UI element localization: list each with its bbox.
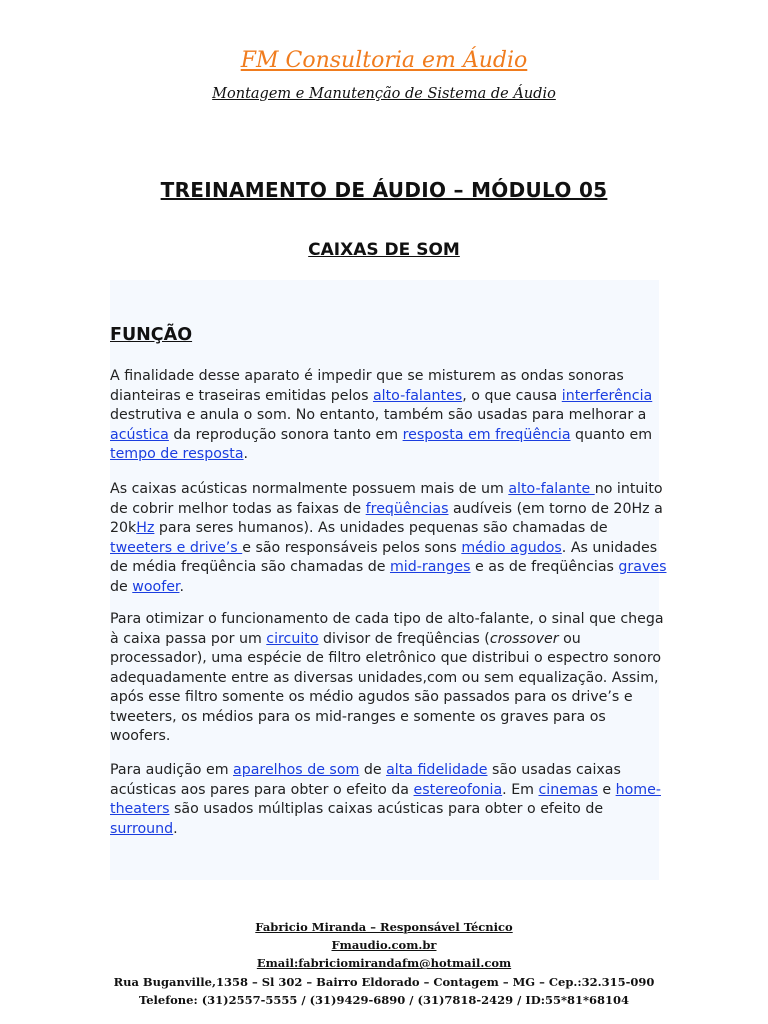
link-interferencia[interactable]: interferência bbox=[561, 387, 653, 404]
link-woofer[interactable]: woofer bbox=[132, 578, 180, 595]
link-graves[interactable]: graves bbox=[618, 559, 667, 575]
footer-email: Email:fabriciomirandafm@hotmail.com bbox=[256, 956, 512, 971]
link-circuito[interactable]: circuito bbox=[266, 630, 319, 647]
link-hz[interactable]: Hz bbox=[136, 520, 155, 536]
footer-address: Rua Buganville,1358 – Sl 302 – Bairro Eldorado – Contagem – MG – Cep.:32.315-090 bbox=[113, 974, 655, 989]
link-frequencias[interactable]: freqüências bbox=[365, 500, 449, 517]
link-surround[interactable]: surround bbox=[110, 820, 174, 837]
link-resposta-frequencia[interactable]: resposta em freqüência bbox=[402, 426, 571, 443]
company-name: FM Consultoria em Áudio bbox=[240, 48, 528, 73]
link-estereofonia[interactable]: estereofonia bbox=[413, 781, 503, 798]
link-alto-falantes[interactable]: alto-falantes bbox=[372, 387, 463, 404]
link-aparelhos-som[interactable]: aparelhos de som bbox=[233, 762, 360, 778]
paragraph-1: A finalidade desse aparato é impedir que se misturem as ondas sonoras dianteiras e traseiras emitidas pelos alto-falantes, o que causa interferência destrutiva e anula o som. No entanto, também são usadas para melhorar a acústica da reprodução sonora tanto em resposta em freqüência quanto em tempo de resposta. bbox=[110, 368, 653, 462]
document-title: TREINAMENTO DE ÁUDIO – MÓDULO 05 bbox=[160, 178, 608, 202]
footer bbox=[0, 918, 768, 1009]
link-mid-ranges[interactable]: mid-ranges bbox=[389, 559, 471, 575]
link-alto-falante[interactable]: alto-falante bbox=[508, 481, 595, 497]
link-medio-agudos[interactable]: médio agudos bbox=[461, 539, 562, 556]
footer-phones: Telefone: (31)2557-5555 / (31)9429-6890 / (31)7818-2429 / ID:55*81*68104 bbox=[138, 992, 630, 1007]
link-alta-fidelidade[interactable]: alta fidelidade bbox=[386, 762, 488, 778]
paragraph-3: Para otimizar o funcionamento de cada tipo de alto-falante, o sinal que chega à caixa passa por um circuito divisor de freqüências (crossover ou processador), uma espécie de filtro eletrônico que distribui o espectro sonoro adequadamente entre as diversas unidades,com ou sem equalização. Assim, após esse filtro somente os médio agudos são passados para os drive’s e tweeters, os médios para os mid-ranges e somente os graves para os woofers. bbox=[110, 611, 664, 744]
paragraph-2: As caixas acústicas normalmente possuem mais de um alto-falante no intuito de cobrir melhor todas as faixas de freqüências audíveis (em torno de 20Hz a 20kHz para seres humanos). As unidades pequenas são chamadas de tweeters e drive’s e são responsáveis pelos sons médio agudos. As unidades de média freqüência são chamadas de mid-ranges e as de freqüências graves de woofer. bbox=[110, 481, 667, 595]
link-home-theaters[interactable]: home-theaters bbox=[110, 781, 661, 817]
link-tempo-resposta[interactable]: tempo de resposta bbox=[110, 446, 244, 462]
paragraph-4: Para audição em aparelhos de som de alta fidelidade são usadas caixas acústicas aos pares para obter o efeito da estereofonia. Em cinemas e home-theaters são usados múltiplas caixas acústicas para obter o efeito de surround. bbox=[110, 762, 661, 837]
footer-responsible: Fabricio Miranda – Responsável Técnico bbox=[255, 920, 513, 934]
company-subtitle: Montagem e Manutenção de Sistema de Áudio bbox=[212, 86, 556, 102]
link-acustica[interactable]: acústica bbox=[110, 426, 169, 443]
function-heading: FUNÇÃO bbox=[110, 325, 193, 345]
section-title: CAIXAS DE SOM bbox=[308, 240, 460, 260]
footer-website: Fmaudio.com.br bbox=[331, 938, 437, 953]
link-tweeters-drives[interactable]: tweeters e drive’s bbox=[110, 539, 243, 556]
link-cinemas[interactable]: cinemas bbox=[538, 781, 598, 798]
